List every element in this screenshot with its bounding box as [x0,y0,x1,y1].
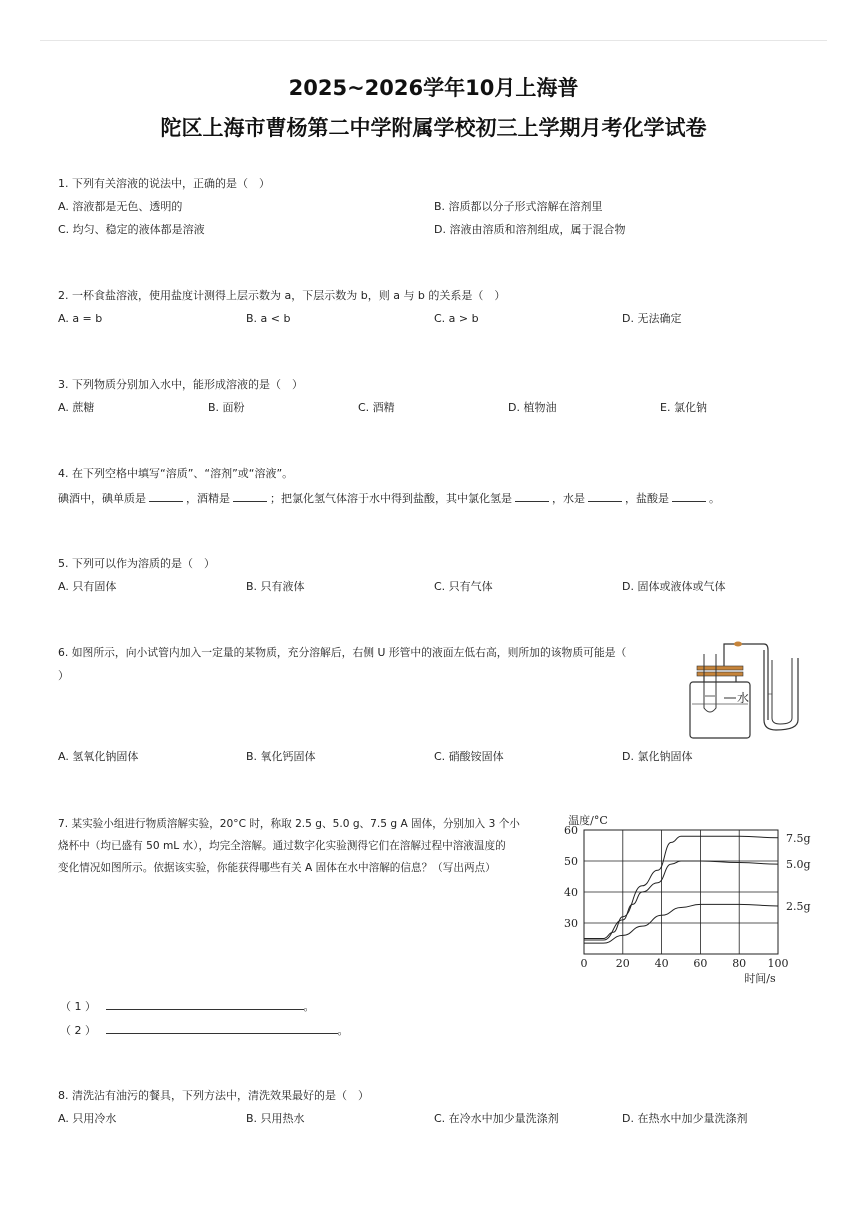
q3-option-e[interactable]: E. 氯化钠 [660,401,707,414]
x-axis-label: 时间/s [744,972,776,985]
q6-stem-line1: 6. 如图所示，向小试管内加入一定量的某物质，充分溶解后，右侧 U 形管中的液面左低右高，则所加的该物质可能是（ [58,646,627,659]
q4-text-2: ，酒精是 [186,492,230,505]
q3-option-b[interactable]: B. 面粉 [208,401,245,414]
q4-text-6: 。 [709,492,720,505]
q5-option-c[interactable]: C. 只有气体 [434,580,493,593]
q6-option-c[interactable]: C. 硝酸铵固体 [434,750,504,763]
page-title-line1: 2025~2026学年10月上海普 [288,76,579,100]
x-tick-label: 40 [654,957,669,970]
q8-option-b[interactable]: B. 只用热水 [246,1112,305,1125]
q5-option-b[interactable]: B. 只有液体 [246,580,305,593]
q1-option-a[interactable]: A. 溶液都是无色、透明的 [58,200,183,213]
y-tick-label: 50 [564,855,578,868]
q8-option-c[interactable]: C. 在冷水中加少量洗涤剂 [434,1112,559,1125]
q6-option-b[interactable]: B. 氧化钙固体 [246,750,316,763]
y-axis-label: 温度/°C [568,814,608,827]
q4-text-4: ，水是 [552,492,585,505]
q1-stem: 1. 下列有关溶液的说法中，正确的是（ ） [58,177,270,190]
tube-joint [734,642,742,647]
x-tick-label: 20 [615,957,630,970]
series-line-5.0g [584,861,778,940]
q7-stem-line3: 变化情况如图所示。依据该实验，你能获得哪些有关 A 固体在水中溶解的信息？（写出两点） [58,862,496,874]
q3-option-a[interactable]: A. 蔗糖 [58,401,95,414]
series-line-2.5g [584,904,778,943]
small-test-tube [704,654,716,712]
q7-blank2-end: 。 [337,1024,349,1037]
q7-blank1-label: （ 1 ） [60,1000,96,1013]
chart-grid [584,830,778,954]
q4-blank-2[interactable] [233,490,267,502]
chart-labels [564,813,811,985]
q4-blank-1[interactable] [149,490,183,502]
q4-text-5: ，盐酸是 [625,492,669,505]
q1-option-c[interactable]: C. 均匀、稳定的液体都是溶液 [58,223,205,236]
q6-option-a[interactable]: A. 氢氧化钠固体 [58,750,139,763]
series-label-2.5g: 2.5g [786,899,811,913]
q8-option-a[interactable]: A. 只用冷水 [58,1112,117,1125]
q7-blank1-end: 。 [303,1000,315,1013]
q4-text-1: 碘酒中，碘单质是 [58,492,146,505]
y-tick-label: 30 [564,917,578,930]
q5-stem: 5. 下列可以作为溶质的是（ ） [58,557,215,570]
top-divider [40,40,827,41]
q6-option-d[interactable]: D. 氯化钠固体 [622,750,693,763]
y-tick-label: 40 [564,886,578,899]
q4-stem: 4. 在下列空格中填写“溶质”、“溶剂”或“溶液”。 [58,467,294,480]
q7-answer-1-field[interactable] [106,999,304,1010]
q5-option-d[interactable]: D. 固体或液体或气体 [622,580,726,593]
q4-blank-4[interactable] [588,490,622,502]
q6-stem-line2: ） [58,669,69,682]
q4-blank-5[interactable] [672,490,706,502]
q2-option-a[interactable]: A. a = b [58,312,103,325]
q2-option-b[interactable]: B. a < b [246,312,291,325]
page-title-line2: 陀区上海市曹杨第二中学附属学校初三上学期月考化学试卷 [160,116,707,140]
q8-option-d[interactable]: D. 在热水中加少量洗涤剂 [622,1112,748,1125]
q4-text-3: ；把氯化氢气体溶于水中得到盐酸，其中氯化氢是 [270,492,512,505]
q4-blank-3[interactable] [515,490,549,502]
x-tick-label: 100 [767,957,789,970]
x-tick-label: 80 [732,957,747,970]
x-tick-label: 60 [693,957,708,970]
q1-option-b[interactable]: B. 溶质都以分子形式溶解在溶剂里 [434,200,603,213]
q5-option-a[interactable]: A. 只有固体 [58,580,117,593]
series-label-7.5g: 7.5g [786,831,811,845]
q4-fill-line [58,490,720,507]
q7-answer-1 [60,999,315,1015]
q8-stem: 8. 清洗沾有油污的餐具，下列方法中，清洗效果最好的是（ ） [58,1089,369,1102]
q3-stem: 3. 下列物质分别加入水中，能形成溶液的是（ ） [58,378,303,391]
u-tube [764,650,798,730]
q3-option-c[interactable]: C. 酒精 [358,401,395,414]
q3-option-d[interactable]: D. 植物油 [508,401,557,414]
series-label-5.0g: 5.0g [786,858,811,872]
water-label: 水 [737,691,750,705]
q1-option-d[interactable]: D. 溶液由溶质和溶剂组成，属于混合物 [434,223,626,236]
q2-stem: 2. 一杯食盐溶液，使用盐度计测得上层示数为 a，下层示数为 b，则 a 与 b 的关系是（ ） [58,289,506,302]
x-tick-label: 0 [580,957,588,970]
y-tick-label: 60 [564,824,578,837]
q2-option-d[interactable]: D. 无法确定 [622,312,682,325]
chart-series [584,836,778,943]
q7-stem-line1: 7. 某实验小组进行物质溶解实验，20°C 时，称取 2.5 g、5.0 g、7.5 g A 固体，分别加入 3 个小 [58,818,520,830]
q7-answer-2-field[interactable] [106,1023,338,1034]
q2-option-c[interactable]: C. a > b [434,312,479,325]
q7-stem-line2: 烧杯中（均已盛有 50 mL 水），均完全溶解。通过数字化实验测得它们在溶解过程中溶液温度的 [58,840,506,852]
q7-answer-2 [60,1023,349,1039]
q6-apparatus-figure [680,638,804,742]
q7-blank2-label: （ 2 ） [60,1024,96,1037]
temperature-chart [552,810,818,988]
